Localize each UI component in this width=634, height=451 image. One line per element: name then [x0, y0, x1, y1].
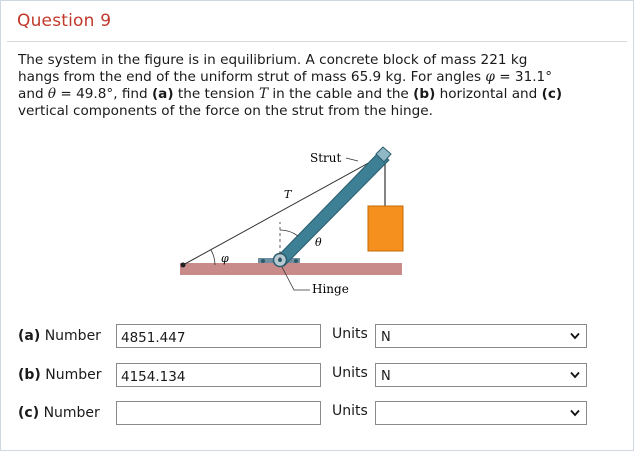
answer-label-c: (c) Number — [18, 405, 100, 421]
phi-value: = 31.1° — [494, 69, 552, 85]
chevron-down-icon — [570, 332, 580, 340]
title-divider — [7, 41, 627, 42]
answer-label-a: (a) Number — [18, 328, 101, 344]
answer-label-b: (b) Number — [18, 367, 102, 383]
tension-label: T — [284, 188, 292, 201]
t-symbol: T — [258, 86, 269, 102]
text-cable: in the cable and the — [268, 86, 414, 102]
question-title: Question 9 — [17, 11, 112, 31]
chevron-down-icon — [570, 371, 580, 379]
answer-input-b[interactable]: 4154.134 — [116, 363, 321, 387]
hinge-label: Hinge — [312, 282, 349, 296]
units-select-c[interactable] — [375, 401, 587, 425]
answer-input-a[interactable]: 4851.447 — [116, 324, 321, 348]
text-tension: the tension — [173, 86, 259, 102]
answer-input-c[interactable] — [116, 401, 321, 425]
phi-label: φ — [221, 252, 229, 265]
units-select-a[interactable] — [375, 324, 587, 348]
part-a-tag: (a) — [151, 86, 174, 102]
cable-line — [183, 155, 383, 265]
question-text — [18, 52, 618, 120]
ground-icon — [180, 263, 402, 275]
part-c-tag: (c) — [541, 86, 563, 102]
phi-symbol: φ — [485, 69, 495, 85]
units-label-c: Units — [332, 403, 368, 419]
text-line-2: hangs from the end of the uniform strut of mass 65.9 kg. For angles — [18, 69, 482, 85]
part-b-tag: (b) — [413, 86, 436, 102]
strut-label: Strut — [310, 151, 342, 165]
text-and: and — [18, 86, 48, 102]
theta-label: θ — [315, 236, 322, 249]
units-value-a: N — [381, 330, 391, 345]
text-line-1: The system in the figure is in equilibrium. A concrete block of mass 221 kg — [18, 52, 528, 68]
text-horizontal: horizontal and — [435, 86, 542, 102]
units-label-b: Units — [332, 365, 368, 381]
concrete-block — [368, 206, 403, 251]
units-value-b: N — [381, 369, 391, 384]
units-label-a: Units — [332, 326, 368, 342]
text-line-4: vertical components of the force on the strut from the hinge. — [18, 103, 433, 119]
chevron-down-icon — [570, 409, 580, 417]
strut-figure — [170, 140, 410, 305]
theta-symbol: θ — [47, 86, 57, 102]
units-select-b[interactable] — [375, 363, 587, 387]
theta-value: = 49.8°, find — [56, 86, 152, 102]
